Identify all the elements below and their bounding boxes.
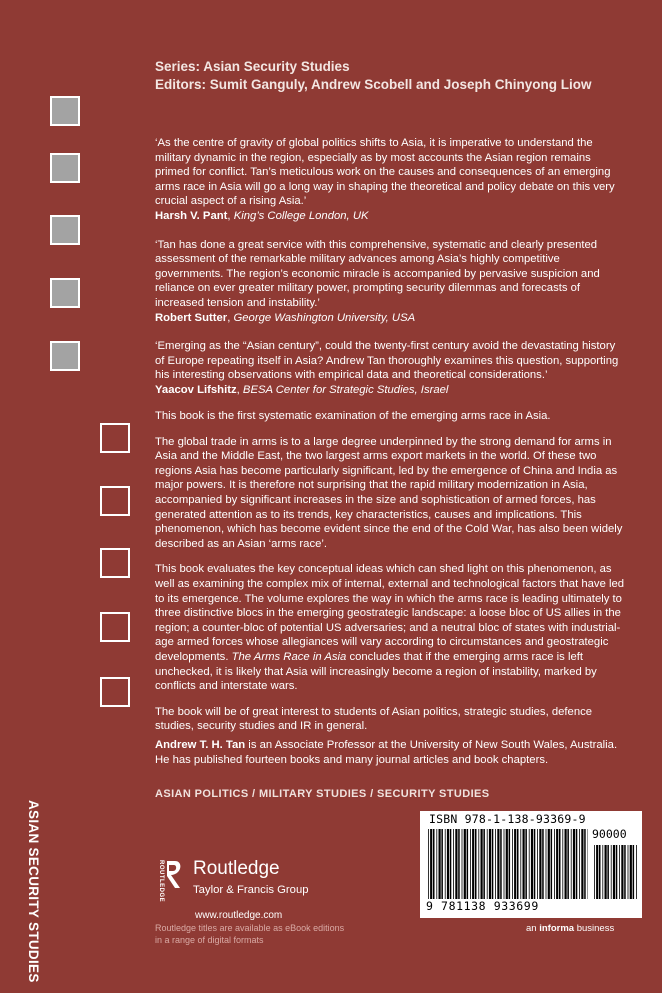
- informa-business: an informa business: [526, 923, 615, 934]
- barcode-bar: [520, 829, 521, 899]
- description-paragraph: [155, 562, 625, 693]
- description-paragraph: The global trade in arms is to a large degree underpinned by the strong demand for arms in Asia and the Middle East, the two largest arms export markets in the world. Of these two regions Asia has become particularly significant, led by the emergence of China and India as major powers. It is therefore not surprising that the rapid military modernization in Asia, accompanied by significant increases in the size and sophistication of armed forces, has generated attention as to its trends, key characteristics, causes and implications. This phenomenon, which has become evident since the end of the Cold War, has also been widely described as an Asian ‘arms race’.: [155, 435, 623, 550]
- barcode-bar: [616, 845, 618, 899]
- barcode-bar: [529, 829, 530, 899]
- barcode-bar: [633, 845, 635, 899]
- decorative-square-outline: [100, 677, 130, 707]
- endorsements: [155, 136, 625, 412]
- endorsement-attribution: Robert Sutter, George Washington University, USA: [155, 311, 416, 324]
- endorser-affiliation: BESA Center for Strategic Studies, Israel: [242, 383, 449, 396]
- barcode: [420, 811, 642, 918]
- barcode-bar: [523, 829, 525, 899]
- barcode-bar: [509, 829, 511, 899]
- barcode-bar: [584, 829, 586, 899]
- barcode-bar: [500, 829, 502, 899]
- barcode-bar: [602, 845, 603, 899]
- barcode-bar: [462, 829, 463, 899]
- barcode-bar: [546, 829, 547, 899]
- decorative-square: [50, 153, 80, 183]
- barcode-bar: [506, 829, 508, 899]
- publisher-vertical-label: ROUTLEDGE: [158, 860, 164, 903]
- author-bio-text: is an Associate Professor at the University of New South Wales, Australia. He has published fourteen books and many journal articles and book chapters.: [155, 739, 618, 766]
- description-paragraph: The book will be of great interest to students of Asian politics, strategic studies, defence studies, security studies and IR in general.: [155, 705, 593, 733]
- barcode-bar: [613, 845, 615, 899]
- barcode-bar: [579, 829, 580, 899]
- barcode-bar: [487, 829, 488, 899]
- barcode-bar: [514, 829, 516, 899]
- barcode-bar: [537, 829, 538, 899]
- barcode-bar: [624, 845, 626, 899]
- barcode-bar: [447, 829, 449, 899]
- barcode-bar: [605, 845, 607, 899]
- subject-categories: ASIAN POLITICS / MILITARY STUDIES / SECURITY STUDIES: [155, 788, 490, 800]
- endorsement: [155, 136, 625, 224]
- series-name: Series: Asian Security Studies: [155, 59, 350, 74]
- barcode-bar: [630, 845, 632, 899]
- barcode-bars: [428, 829, 588, 899]
- barcode-bar: [628, 845, 629, 899]
- spine-title-text: ASIAN SECURITY STUDIES: [26, 800, 41, 983]
- barcode-bar: [548, 829, 550, 899]
- barcode-bar: [492, 829, 494, 899]
- barcode-bar: [539, 829, 541, 899]
- barcode-bar: [573, 829, 575, 899]
- barcode-bar: [581, 829, 583, 899]
- barcode-bar: [556, 829, 558, 899]
- barcode-bar: [430, 829, 432, 899]
- routledge-r-icon: [155, 858, 183, 904]
- barcode-bar: [467, 829, 469, 899]
- barcode-addon-bars: [594, 845, 638, 899]
- decorative-square: [50, 215, 80, 245]
- decorative-square: [50, 341, 80, 371]
- series-spine-title: [26, 800, 68, 983]
- book-title-inline: The Arms Race in Asia: [231, 650, 347, 663]
- barcode-bar: [534, 829, 536, 899]
- barcode-bar: [428, 829, 429, 899]
- barcode-bar: [504, 829, 505, 899]
- barcode-bar: [554, 829, 555, 899]
- barcode-bar: [512, 829, 513, 899]
- informa-brand: informa: [539, 923, 575, 934]
- book-description: [155, 409, 625, 745]
- price-code: 90000: [592, 827, 627, 841]
- endorser-affiliation: George Washington University, USA: [233, 311, 416, 324]
- barcode-bar: [495, 829, 496, 899]
- endorsement: [155, 238, 625, 326]
- endorser-name: Harsh V. Pant: [155, 209, 228, 222]
- author-bio: [155, 738, 625, 767]
- barcode-bar: [453, 829, 454, 899]
- barcode-bar: [450, 829, 452, 899]
- barcode-bar: [445, 829, 446, 899]
- barcode-digits: 9 781138 933699: [426, 899, 539, 913]
- decorative-square-outline: [100, 612, 130, 642]
- barcode-bar: [576, 829, 578, 899]
- endorsement-text: ‘Tan has done a great service with this comprehensive, systematic and clearly presented assessment of the remarkable military advances among Asia’s highly competitive governments. The region’s economic miracle is accompanied by pervasive suspicion and reliance on ever greater military power, prompting security dilemmas and forecasts of increased tension and instability.’: [155, 238, 600, 309]
- description-paragraph: This book is the first systematic examination of the emerging arms race in Asia.: [155, 410, 551, 422]
- barcode-bar: [559, 829, 561, 899]
- barcode-bar: [433, 829, 435, 899]
- publisher-name: Routledge: [193, 858, 280, 879]
- series-info: [155, 58, 592, 94]
- barcode-bar: [497, 829, 499, 899]
- endorsement: [155, 339, 625, 397]
- barcode-bar: [567, 829, 569, 899]
- endorsement-text: ‘As the centre of gravity of global politics shifts to Asia, it is imperative to understand the military dynamic in the region, especially as by most accounts the Asian region remains primed for conflict. Tan’s meticulous work on the causes and consequences of an emerging arms race in Asia will go a long way in shaping the theoretical and policy debate on this very crucial aspect of a rising Asia.’: [155, 137, 615, 208]
- barcode-bar: [621, 845, 623, 899]
- barcode-bar: [489, 829, 491, 899]
- barcode-bar: [517, 829, 519, 899]
- description-text: concludes that if the emerging arms race is left unchecked, it is likely that Asia will increasingly become a region of instability, marked by conflicts and interstate wars.: [155, 650, 597, 693]
- decorative-square-outline: [100, 423, 130, 453]
- description-text: This book evaluates the key conceptual ideas which can shed light on this phenomenon, as well as examining the complex mix of internal, external and technological factors that have led to its emergence. The volume explores the way in which the arms race is leading ultimately to three distinctive blocs in the emerging geostrategic landscape: a loose bloc of US allies in the region; a counter-bloc of potential US adversaries; and a neutral bloc of states with industrial-age armed forces whose allegiances will vary according to circumstances and geostrategic developments.: [155, 563, 625, 663]
- endorsement-text: ‘Emerging as the “Asian century”, could the twenty-first century avoid the devastating history of Europe repeating itself in Asia? Andrew Tan thoroughly examines this question, supporting his interesting observations with empirical data and theoretical considerations.’: [155, 340, 619, 382]
- barcode-bar: [562, 829, 563, 899]
- isbn-label: ISBN 978-1-138-93369-9: [429, 812, 586, 826]
- barcode-bar: [475, 829, 477, 899]
- decorative-square-outline: [100, 486, 130, 516]
- publisher-logo: [155, 858, 355, 908]
- publisher-group: Taylor & Francis Group: [193, 884, 309, 896]
- barcode-bar: [531, 829, 533, 899]
- barcode-bar: [458, 829, 460, 899]
- barcode-bar: [472, 829, 474, 899]
- barcode-bar: [483, 829, 485, 899]
- endorsement-attribution: Harsh V. Pant, King’s College London, UK: [155, 209, 369, 222]
- endorser-name: Robert Sutter: [155, 311, 228, 324]
- barcode-bar: [571, 829, 572, 899]
- barcode-bar: [525, 829, 527, 899]
- barcode-bar: [551, 829, 553, 899]
- series-editors: Editors: Sumit Ganguly, Andrew Scobell and Joseph Chinyong Liow: [155, 77, 592, 92]
- barcode-bar: [619, 845, 620, 899]
- author-name: Andrew T. H. Tan: [155, 739, 246, 751]
- decorative-square-outline: [100, 548, 130, 578]
- barcode-bar: [542, 829, 544, 899]
- barcode-bar: [478, 829, 479, 899]
- publisher-url: www.routledge.com: [195, 910, 283, 921]
- barcode-bar: [436, 829, 437, 899]
- barcode-bar: [596, 845, 598, 899]
- barcode-bar: [565, 829, 567, 899]
- barcode-bar: [470, 829, 471, 899]
- barcode-bar: [594, 845, 595, 899]
- endorsement-attribution: Yaacov Lifshitz, BESA Center for Strategic Studies, Israel: [155, 383, 449, 396]
- decorative-square: [50, 278, 80, 308]
- barcode-bar: [464, 829, 466, 899]
- ebook-note: Routledge titles are available as eBook editions in a range of digital formats: [155, 923, 345, 945]
- barcode-bar: [611, 845, 612, 899]
- barcode-bar: [599, 845, 601, 899]
- barcode-bar: [441, 829, 443, 899]
- barcode-bar: [607, 845, 609, 899]
- decorative-square: [50, 96, 80, 126]
- barcode-bar: [481, 829, 483, 899]
- endorser-affiliation: King’s College London, UK: [233, 209, 369, 222]
- barcode-bar: [439, 829, 441, 899]
- barcode-bar: [636, 845, 637, 899]
- barcode-bar: [455, 829, 457, 899]
- endorser-name: Yaacov Lifshitz: [155, 383, 237, 396]
